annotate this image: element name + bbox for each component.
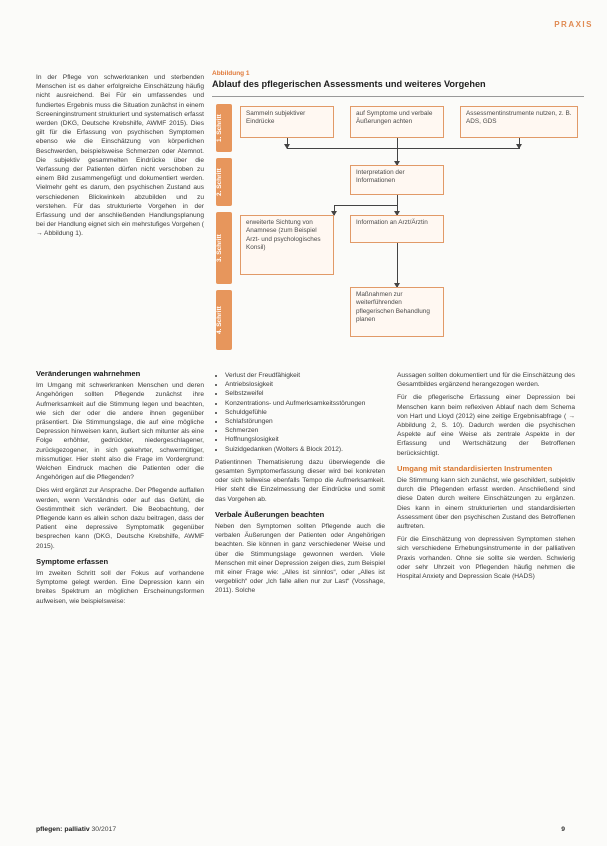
arrow-to-step-4 <box>397 243 398 287</box>
connector-1c <box>519 138 520 148</box>
paragraph: Neben den Symptomen sollten Pflegende auch die verbalen Äußerungen der Patienten oder Angehörigen beachten. Sie können in ganz verschiedener Weise und über die Stimmungslage gewonnen werden. Viele Menschen mit einer Depression zeigen dies, zum Beispiel mit einer Frage wie: „Alles ist sinnlos“, oder „Alles ist vergeblich“ oder „Ich falle allen nur zur Last“ (Vosshage, 2011). Solche <box>215 523 385 595</box>
step-2-bar <box>216 158 232 206</box>
paragraph: Für die Einschätzung von depressiven Symptomen stehen sich verschiedene Erhebungsinstrumente in der palliativen Praxis vorhanden. Ohne sie sollte sie werden. Schwierig oder sehr Uhrzeit von Pflegenden häufig nehmen die Hospital Anxiety and Depression Scale (HADS) <box>397 536 575 581</box>
column-3 <box>397 371 575 585</box>
figure-1 <box>212 70 584 350</box>
step-3-label: 3. Schritt <box>216 234 223 262</box>
connector-step-3 <box>334 205 397 206</box>
step-4-label: 4. Schritt <box>216 306 223 334</box>
list-item: • Konzentrations- und Aufmerksamkeitsstörungen <box>225 399 385 408</box>
box-assessment-tools: Assessmentinstrumente nutzen, z. B. ADS, GDS <box>460 106 578 138</box>
paragraph: Im Umgang mit schwerkranken Menschen und deren Angehörigen sollten Pflegende zunächst ihre Aufmerksamkeit auf die Stimmung legen und beachten, wie sich der oder die andere ihnen gegenüber präsentiert. Die Stimmungslage, die auf eine mögliche Depression hinweisen kann, äußert sich mitunter als eine Folge erhöhter, gedrückter, niedergeschlagener, zurückgezogener, in sich gekehrter, schwermütiger, missmutiger. Hier steht also die Frage im Vordergrund: Welchen Eindruck machen die Patienten oder die Angehörigen auf die Pflegenden? <box>36 382 204 482</box>
list-item: • Antriebslosigkeit <box>225 380 385 389</box>
heading-perceive-changes: Veränderungen wahrnehmen <box>36 369 141 378</box>
intro-column <box>36 73 204 243</box>
list-item: • Verlust der Freudfähigkeit <box>225 371 385 380</box>
box-extended-view: erweiterte Sichtung von Anamnese (zum Beispiel Arzt- und psychologisches Konsil) <box>240 215 334 275</box>
list-item: • Hoffnungslosigkeit <box>225 435 385 444</box>
list-item: • Selbstzweifel <box>225 389 385 398</box>
heading-standardized-instruments: Umgang mit standardisierten Instrumenten <box>397 463 553 473</box>
paragraph: Für die pflegerische Erfassung einer Depression bei Menschen kann beim reflexiven Ablauf nach dem Schema von Hart und Lloyd (2012) eine zeitige Ergebnisabfrage ( → Abbildung 2, S. 10). Dadurch werden die psychischen Aspekte auf eine Weise als zentrale Aspekte in der Erfassung und Wertschätzung der Betroffenen berücksichtigt. <box>397 394 575 457</box>
page-number: 9 <box>561 826 565 833</box>
journal-issue: 30/2017 <box>91 826 117 833</box>
figure-title: Ablauf des pflegerischen Assessments und weiteres Vorgehen <box>212 79 486 89</box>
list-item: • Schmerzen <box>225 426 385 435</box>
step-1-bar <box>216 104 232 152</box>
figure-label: Abbildung 1 <box>212 70 250 77</box>
column-1 <box>36 363 204 610</box>
paragraph: Im zweiten Schritt soll der Fokus auf vorhandene Symptome gelegt werden. Eine Depression kann ein breites Spektrum an möglichen Erscheinungsformen aufweisen, wie beispielsweise: <box>36 570 204 605</box>
box-interpretation: Interpretation der Informationen <box>350 165 444 195</box>
paragraph: Patientinnen Thematisierung dazu überwiegende die gesamten Symptomerfassung dieser wird bei konkreten oder sich teilweise ebenfalls Tempo die Aufmerksamkeit. Hier steht die Einzelmessung der Eindrücke und somit das Vorgehen ab. <box>215 458 385 503</box>
paragraph: Die Stimmung kann sich zunächst, wie geschildert, subjektiv durch die Pflegenden erfasst werden. Anschließend sind diese Daten durch weitere Einschätzungen zu ergänzen. Dies kann in einem strukturierten und standardisierten Assessment über den psychischen Zustand des Betroffenen auftreten. <box>397 477 575 531</box>
box-inform-physician: Information an Arzt/Ärztin <box>350 215 444 243</box>
arrow-to-extended <box>334 205 335 215</box>
heading-capture-symptoms: Symptome erfassen <box>36 556 109 566</box>
journal-name: pflegen: palliativ <box>36 826 90 833</box>
step-4-bar <box>216 290 232 350</box>
step-2-label: 2. Schritt <box>216 168 223 196</box>
arrow-to-step-2 <box>397 138 398 165</box>
intro-paragraph: In der Pflege von schwerkranken und sterbenden Menschen ist es daher erfolgreiche Einschätzung häufig nicht ausreichend. Bei Für ein umfassendes und fundiertes Ergebnis muss die Situation zunächst in einem Screeninginstrument strukturiert und systematisch erfasst werden (DKG, Deutsche Krebshilfe, AWMF 2015). Dies gilt für die Erfassung von psychischen Symptomen ebenso wie die Einschätzung von körperlichen Beschwerden, beispielsweise Schmerzen oder Atemnot. Die subjektiv gesammelten Eindrücke über die Verfassung der Patienten dürfen nicht verschoben zu einem Bild zusammengefügt und dokumentiert werden. Vielmehr geht es darum, den psychischen Zustand aus verschiedenen Blickwinkeln abzubilden und zu verstehen. Für das strukturierte Vorgehen in der Erfassung und der anschließenden Handlungsplanung bei der Handlung eignet sich ein mehrstufiges Vorgehen ( → Abbildung 1). <box>36 74 204 238</box>
symptom-list <box>215 371 385 454</box>
arrow-to-step-3 <box>397 195 398 215</box>
box-symptoms-verbal: auf Symptome und verbale Äußerungen achten <box>350 106 444 138</box>
box-plan-measures: Maßnahmen zur weiterführenden pflegerischen Behandlung planen <box>350 287 444 337</box>
box-subjective-impressions: Sammeln subjektiver Eindrücke <box>240 106 334 138</box>
step-3-bar <box>216 212 232 284</box>
heading-verbal-statements: Verbale Äußerungen beachten <box>215 509 325 519</box>
paragraph: Dies wird ergänzt zur Ansprache. Der Pflegende auffallen werden, wenn Verständnis oder auf das Gefühl, die Gestimmtheit sich verändert. Die Beobachtung, der Pflegende kann es allein schon dazu beitragen, dass der Patient eine depressive Symptomatik gegenüber besprechen kann (DKG, Deutsche Krebshilfe, AWMF 2015). <box>36 487 204 550</box>
figure-rule <box>212 96 584 97</box>
list-item: • Schuldgefühle <box>225 408 385 417</box>
connector-1a <box>287 138 288 148</box>
list-item: • Suizidgedanken (Wolters & Block 2012). <box>225 445 385 454</box>
step-1-label: 1. Schritt <box>216 114 223 142</box>
section-tag: PRAXIS <box>554 20 593 29</box>
footer-journal <box>36 826 116 833</box>
list-item: • Schlafstörungen <box>225 417 385 426</box>
column-2 <box>215 371 385 600</box>
connector-join <box>287 148 520 149</box>
paragraph: Aussagen sollten dokumentiert und für die Einschätzung des Gesamtbildes ergänzend herangezogen werden. <box>397 372 575 389</box>
